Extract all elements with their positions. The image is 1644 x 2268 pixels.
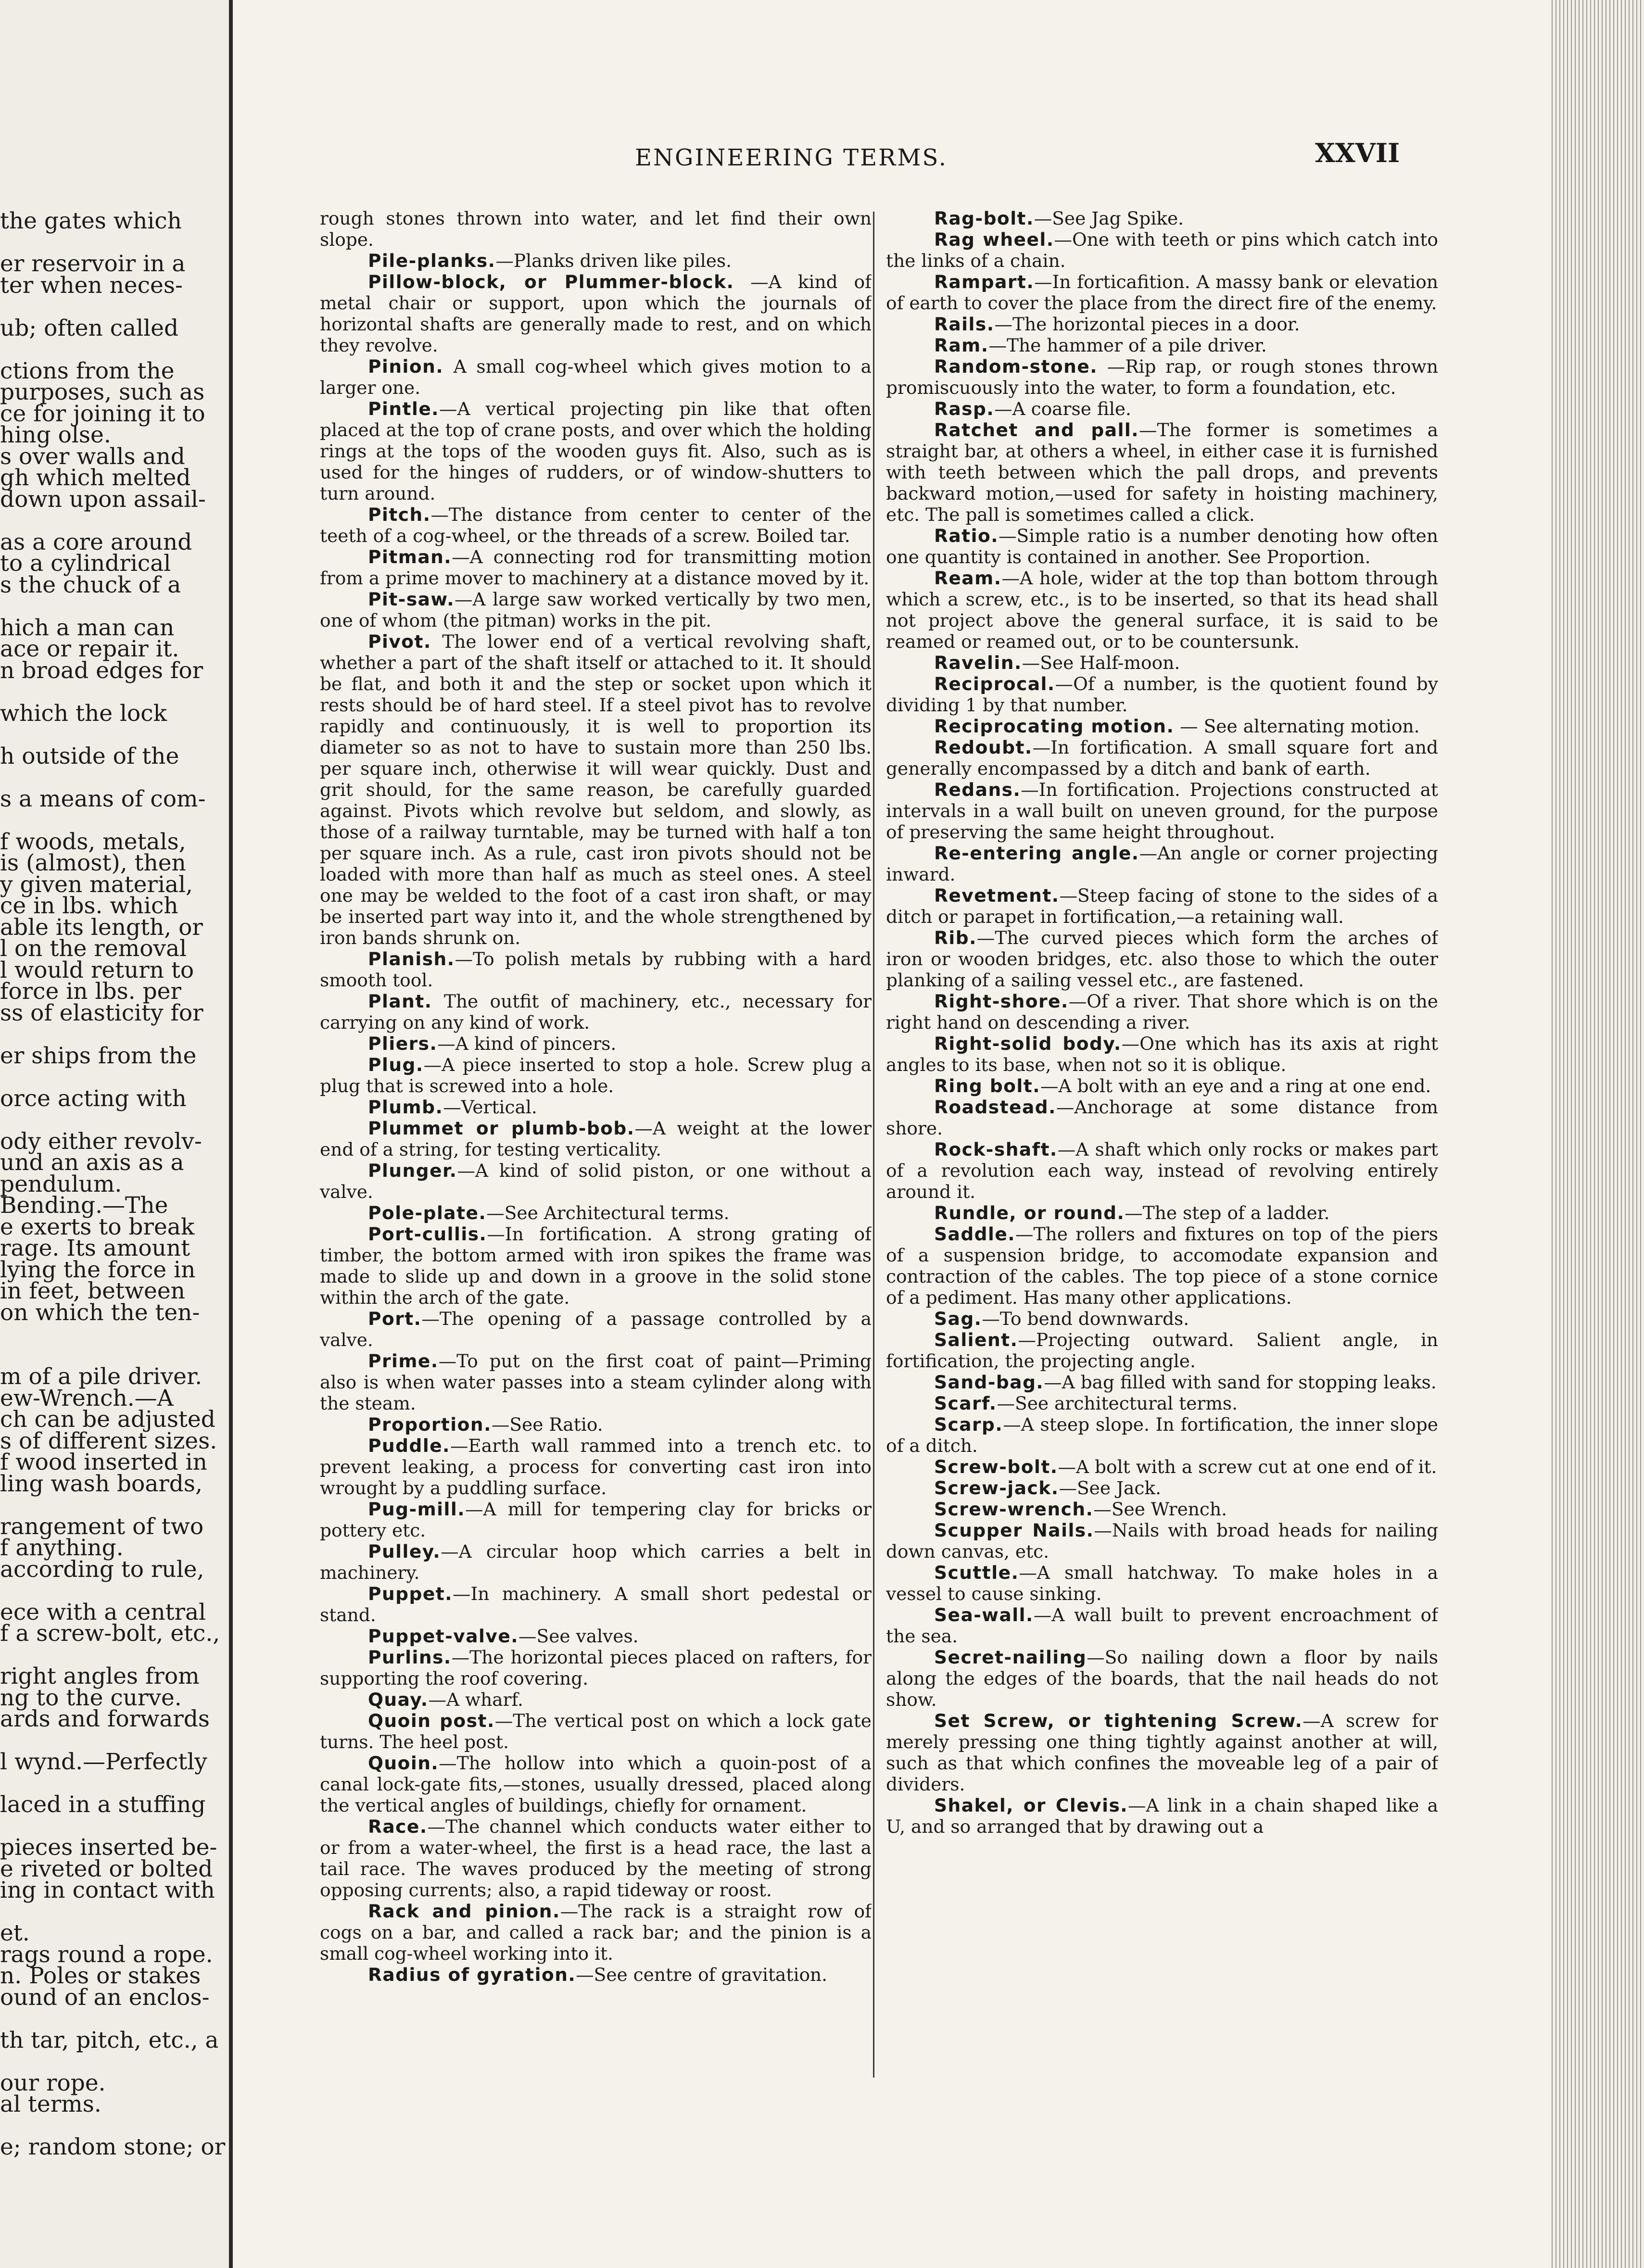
- entry-definition: —Vertical.: [443, 1096, 537, 1118]
- glossary-entry: [320, 1625, 872, 1647]
- entry-definition: — See alternating motion.: [1174, 716, 1420, 737]
- left-page-line: th tar, pitch, etc., a: [0, 2027, 219, 2054]
- left-page-line: ace or repair it.: [0, 636, 179, 662]
- entry-headword: Pit-saw.: [368, 589, 455, 610]
- entry-headword: Reciprocal.: [934, 673, 1055, 694]
- entry-definition: —See Jag Spike.: [1034, 208, 1184, 229]
- glossary-entry: [320, 1964, 872, 1985]
- entry-headword: Pivot.: [368, 631, 431, 652]
- glossary-entry: [886, 991, 1438, 1033]
- glossary-entry: [886, 314, 1438, 335]
- entry-headword: Proportion.: [368, 1414, 492, 1435]
- glossary-entry: [320, 1710, 872, 1752]
- left-page-line: according to rule,: [0, 1556, 204, 1583]
- left-page-line: f a screw-bolt, etc.,: [0, 1620, 220, 1647]
- entry-definition: —The vertical post on which a lock gate turns. The heel post.: [320, 1710, 872, 1752]
- entry-definition: —Projecting outward. Salient angle, in fortification, the projecting angle.: [886, 1329, 1438, 1372]
- glossary-entry: [320, 1752, 872, 1816]
- left-page-line: l on the removal: [0, 935, 187, 962]
- left-page-line: force in lbs. per: [0, 978, 181, 1005]
- left-page-line: hing olse.: [0, 422, 111, 448]
- entry-definition: —See Jack.: [1059, 1477, 1161, 1499]
- left-page-line: as a core around: [0, 529, 192, 555]
- entry-definition: —The former is sometimes a straight bar, at others a wheel, in either case it is furnished with teeth between which the pall drops, and prevents backward motion,—used for safety in hoisting machinery, etc. The pall is sometimes called a click.: [886, 419, 1438, 525]
- entry-headword: Rasp.: [934, 398, 995, 419]
- entry-definition: —The channel which conducts water either to or from a water-wheel, the first is a head race, the last a tail race. The waves produced by the meeting of strong opposing currents; also, a rapid tideway or roost.: [320, 1816, 872, 1901]
- glossary-entry: [320, 1647, 872, 1689]
- entry-headword: Sag.: [934, 1308, 982, 1329]
- left-page-line: lying the force in: [0, 1256, 196, 1283]
- entry-definition: —Of a number, is the quotient found by dividing 1 by that number.: [886, 673, 1438, 716]
- entry-headword: Ring bolt.: [934, 1075, 1040, 1096]
- entry-headword: Rundle, or round.: [934, 1202, 1125, 1223]
- glossary-entry: [320, 1096, 872, 1118]
- left-page-line: rags round a rope.: [0, 1941, 213, 1968]
- entry-headword: Scupper Nails.: [934, 1520, 1094, 1541]
- left-page-line: ter when neces-: [0, 272, 183, 299]
- left-page-line: the gates which: [0, 208, 182, 234]
- left-page: [0, 0, 229, 2268]
- entry-definition: —A kind of metal chair or support, upon which the journals of horizontal shafts are generally made to rest, and on which they revolve.: [320, 271, 872, 356]
- page-gutter: [229, 0, 233, 2268]
- entry-definition: —In fortification. A small square fort and generally encompassed by a ditch and bank of earth.: [886, 737, 1438, 779]
- entry-definition: A small cog-wheel which gives motion to a larger one.: [320, 356, 872, 398]
- entry-headword: Rag-bolt.: [934, 208, 1034, 229]
- left-page-line: f anything.: [0, 1535, 124, 1561]
- glossary-entry: [886, 271, 1438, 314]
- left-page-line: ece with a central: [0, 1599, 206, 1625]
- left-page-line: ub; often called: [0, 315, 179, 341]
- glossary-entry: [320, 1435, 872, 1499]
- left-page-line: Bending.—The: [0, 1192, 168, 1219]
- entry-definition: —The hollow into which a quoin-post of a canal lock-gate fits,—stones, usually dressed, placed along the vertical angles of buildings, chiefly for ornament.: [320, 1752, 872, 1816]
- left-page-line: orce acting with: [0, 1085, 187, 1112]
- entry-headword: Revetment.: [934, 885, 1060, 906]
- entry-definition: —See Half-moon.: [1022, 652, 1180, 673]
- left-page-line: s the chuck of a: [0, 571, 181, 598]
- left-page-line: down upon assail-: [0, 486, 206, 513]
- glossary-entry: [320, 1541, 872, 1583]
- entry-definition: —So nailing down a floor by nails along the edges of the boards, that the nail heads do not show.: [886, 1647, 1438, 1710]
- entry-headword: Ream.: [934, 567, 1002, 589]
- entry-definition: —Planks driven like piles.: [495, 250, 732, 271]
- entry-definition: —A hole, wider at the top than bottom through which a screw, etc., is to be inserted, so that its head shall not project above the general surface, it is said to be reamed or reamed out, or to be countersunk.: [886, 567, 1438, 652]
- entry-definition: —A vertical projecting pin like that often placed at the top of crane posts, and over which the holding rings at the tops of the wooden guys fit. Also, such as is used for the hinges of rudders, or of window-shutters to turn around.: [320, 398, 872, 504]
- glossary-entry: [886, 1393, 1438, 1414]
- entry-headword: Pitch.: [368, 504, 431, 525]
- glossary-entry: [320, 1901, 872, 1964]
- entry-headword: Puppet-valve.: [368, 1625, 519, 1647]
- left-page-line: e; random stone; or: [0, 2134, 226, 2160]
- left-page-line: which the lock: [0, 700, 167, 727]
- entry-headword: Sea-wall.: [934, 1604, 1034, 1625]
- entry-headword: Rock-shaft.: [934, 1139, 1058, 1160]
- left-page-line: e exerts to break: [0, 1213, 195, 1240]
- glossary-entry: [886, 716, 1438, 737]
- left-page-line: s over walls and: [0, 443, 185, 470]
- entry-definition: —See Architectural terms.: [486, 1202, 730, 1223]
- glossary-entry: [886, 1647, 1438, 1710]
- entry-definition: —See Ratio.: [491, 1414, 603, 1435]
- left-page-line: pieces inserted be-: [0, 1834, 217, 1861]
- glossary-entry: [320, 589, 872, 631]
- page-edge: [1549, 0, 1644, 2268]
- entry-definition: —Simple ratio is a number denoting how often one quantity is contained in another. See Proportion.: [886, 525, 1438, 567]
- glossary-entry: [886, 525, 1438, 567]
- entry-headword: Saddle.: [934, 1223, 1016, 1245]
- left-page-line: ss of elasticity for: [0, 999, 203, 1026]
- glossary-entry: [320, 991, 872, 1033]
- entry-headword: Quay.: [368, 1689, 429, 1710]
- entry-headword: Port.: [368, 1308, 422, 1329]
- entry-definition: —To put on the first coat of paint—Priming also is when water passes into a steam cylinder along with the steam.: [320, 1350, 872, 1414]
- entry-definition: —Of a river. That shore which is on the right hand on descending a river.: [886, 991, 1438, 1033]
- left-page-line: f wood inserted in: [0, 1449, 207, 1475]
- entry-definition: —See Wrench.: [1093, 1499, 1227, 1520]
- entry-definition: —A bolt with a screw cut at one end of it.: [1058, 1456, 1437, 1477]
- entry-headword: Pile-planks.: [368, 250, 496, 271]
- left-page-line: s of different sizes.: [0, 1427, 217, 1454]
- entry-headword: Pulley.: [368, 1541, 441, 1562]
- entry-definition: —In forticafition. A massy bank or elevation of earth to cover the place from the direct fire of the enemy.: [886, 271, 1438, 314]
- left-page-line: l wynd.—Perfectly: [0, 1749, 207, 1775]
- entry-headword: Plummet or plumb-bob.: [368, 1118, 635, 1139]
- entry-headword: Ratchet and pall.: [934, 419, 1139, 441]
- left-page-line: pendulum.: [0, 1171, 122, 1197]
- column-right: [886, 208, 1438, 2074]
- glossary-entry: [886, 419, 1438, 525]
- entry-headword: Radius of gyration.: [368, 1964, 576, 1985]
- left-page-line: ce for joining it to: [0, 400, 205, 427]
- entry-headword: Pitman.: [368, 546, 452, 567]
- entry-definition: rough stones thrown into water, and let find their own slope.: [320, 208, 872, 250]
- glossary-entry: [886, 229, 1438, 271]
- entry-definition: —A large saw worked vertically by two men, one of whom (the pitman) works in the pit.: [320, 589, 872, 631]
- glossary-entry: [886, 1477, 1438, 1499]
- entry-headword: Pliers.: [368, 1033, 438, 1054]
- entry-definition: —The distance from center to center of the teeth of a cog-wheel, or the threads of a screw. Boiled tar.: [320, 504, 872, 546]
- left-page-line: gh which melted: [0, 465, 191, 491]
- entry-definition: —A bag filled with sand for stopping leaks.: [1044, 1372, 1437, 1393]
- left-page-line: ound of an enclos-: [0, 1984, 210, 2011]
- entry-definition: —Anchorage at some distance from shore.: [886, 1096, 1438, 1139]
- left-page-line: e riveted or bolted: [0, 1855, 213, 1882]
- entry-headword: Redoubt.: [934, 737, 1033, 758]
- left-page-line: to a cylindrical: [0, 550, 171, 577]
- entry-definition: —Nails with broad heads for nailing down canvas, etc.: [886, 1520, 1438, 1562]
- page-number: XXVII: [1315, 138, 1400, 168]
- glossary-entry: [320, 271, 872, 356]
- glossary-entry: [320, 356, 872, 398]
- entry-headword: Right-solid body.: [934, 1033, 1122, 1054]
- left-page-line: y given material,: [0, 871, 193, 898]
- left-page-line: ling wash boards,: [0, 1470, 202, 1497]
- glossary-entry: [886, 779, 1438, 843]
- left-page-line: m of a pile driver.: [0, 1363, 202, 1390]
- entry-headword: Shakel, or Clevis.: [934, 1795, 1128, 1816]
- entry-definition: —The rollers and fixtures on top of the piers of a suspension bridge, to accomodate expansion and contraction of the cables. The top piece of a stone cornice of a pediment. Has many other applications.: [886, 1223, 1438, 1308]
- glossary-entry: [320, 208, 872, 250]
- entry-headword: Rib.: [934, 927, 977, 948]
- left-page-line: on which the ten-: [0, 1299, 200, 1326]
- glossary-entry: [886, 1329, 1438, 1372]
- glossary-entry: [886, 1414, 1438, 1456]
- entry-definition: —A link in a chain shaped like a U, and so arranged that by drawing out a: [886, 1795, 1438, 1837]
- entry-definition: The lower end of a vertical revolving shaft, whether a part of the shaft itself or attached to it. It should be flat, and both it and the step or socket upon which it rests should be of hard steel. If a steel pivot has to revolve rapidly and continuously, it is well to proportion its diameter so as not to have to sustain more than 250 lbs. per square inch, otherwise it will wear quickly. Dust and grit should, for the same reason, be carefully guarded against. Pivots which revolve but seldom, and slowly, as those of a railway turntable, may be turned with half a ton per square inch. As a rule, cast iron pivots should not be loaded with more than half as much as steel ones. A steel one may be welded to the foot of a cast iron shaft, or may be inserted part way into it, and the whole strengthened by iron bands shrunk on.: [320, 631, 872, 948]
- entry-definition: —A kind of solid piston, or one without a valve.: [320, 1160, 872, 1202]
- entry-definition: —See architectural terms.: [997, 1393, 1238, 1414]
- entry-definition: —A connecting rod for transmitting motion from a prime mover to machinery at a distance moved by it.: [320, 546, 872, 589]
- left-page-line: ing in contact with: [0, 1877, 215, 1903]
- entry-definition: —The curved pieces which form the arches of iron or wooden bridges, etc. also those to which the outer planking of a sailing vessel etc., are fastened.: [886, 927, 1438, 991]
- entry-headword: Puddle.: [368, 1435, 450, 1456]
- entry-definition: —Earth wall rammed into a trench etc. to prevent leaking, a process for converting cast iron into wrought by a puddling surface.: [320, 1435, 872, 1499]
- left-page-line: er reservoir in a: [0, 251, 186, 277]
- entry-headword: Plunger.: [368, 1160, 457, 1181]
- entry-headword: Screw-wrench.: [934, 1499, 1094, 1520]
- left-page-line: purposes, such as: [0, 379, 205, 405]
- left-page-line: rangement of two: [0, 1513, 204, 1540]
- left-page-line: rage. Its amount: [0, 1235, 190, 1261]
- entry-definition: —A kind of pincers.: [437, 1033, 617, 1054]
- entry-definition: —A steep slope. In fortification, the inner slope of a ditch.: [886, 1414, 1438, 1456]
- entry-headword: Pinion.: [368, 356, 444, 377]
- entry-headword: Rack and pinion.: [368, 1901, 560, 1922]
- entry-headword: Random-stone.: [934, 356, 1098, 377]
- column-divider: [873, 212, 874, 2078]
- glossary-entry: [886, 737, 1438, 779]
- glossary-entry: [320, 1202, 872, 1223]
- glossary-entry: [886, 1604, 1438, 1647]
- glossary-entry: [886, 356, 1438, 398]
- entry-definition: —In machinery. A small short pedestal or stand.: [320, 1583, 872, 1625]
- glossary-entry: [886, 1795, 1438, 1837]
- entry-definition: —In fortification. A strong grating of timber, the bottom armed with iron spikes the frame was made to slide up and down in a groove in the solid stone within the arch of the gate.: [320, 1223, 872, 1308]
- entry-headword: Plumb.: [368, 1096, 443, 1118]
- glossary-entry: [320, 1308, 872, 1350]
- entry-headword: Reciprocating motion.: [934, 716, 1175, 737]
- glossary-entry: [320, 1350, 872, 1414]
- left-page-line: ew-Wrench.—A: [0, 1385, 174, 1411]
- left-page-line: ch can be adjusted: [0, 1406, 215, 1433]
- glossary-entry: [886, 208, 1438, 229]
- left-page-line: our rope.: [0, 2069, 106, 2096]
- entry-headword: Roadstead.: [934, 1096, 1056, 1118]
- left-page-line: ce in lbs. which: [0, 893, 178, 919]
- entry-headword: Ram.: [934, 335, 989, 356]
- entry-definition: —Rip rap, or rough stones thrown promiscuously into the water, to form a foundation, etc.: [886, 356, 1438, 398]
- entry-headword: Puppet.: [368, 1583, 453, 1604]
- glossary-entry: [320, 1414, 872, 1435]
- entry-headword: Scarf.: [934, 1393, 997, 1414]
- left-page-line: f woods, metals,: [0, 828, 186, 855]
- entry-definition: —See centre of gravitation.: [576, 1964, 828, 1985]
- entry-definition: —A small hatchway. To make holes in a vessel to cause sinking.: [886, 1562, 1438, 1604]
- entry-headword: Prime.: [368, 1350, 439, 1372]
- glossary-entry: [886, 1499, 1438, 1520]
- glossary-entry: [886, 1372, 1438, 1393]
- entry-headword: Re-entering angle.: [934, 843, 1139, 864]
- entry-definition: —To bend downwards.: [982, 1308, 1189, 1329]
- left-page-line: und an axis as a: [0, 1149, 184, 1176]
- glossary-entry: [886, 1456, 1438, 1477]
- entry-definition: —The hammer of a pile driver.: [988, 335, 1267, 356]
- entry-headword: Rails.: [934, 314, 995, 335]
- glossary-entry: [320, 1054, 872, 1096]
- glossary-entry: [320, 1816, 872, 1901]
- left-page-line: laced in a stuffing: [0, 1791, 206, 1818]
- left-page-line: ody either revolv-: [0, 1128, 202, 1155]
- entry-headword: Set Screw, or tightening Screw.: [934, 1710, 1303, 1731]
- glossary-entry: [320, 250, 872, 271]
- entry-headword: Right-shore.: [934, 991, 1069, 1012]
- glossary-entry: [320, 546, 872, 589]
- left-page-line: al terms.: [0, 2091, 101, 2117]
- glossary-entry: [886, 1139, 1438, 1202]
- entry-definition: —In fortification. Projections constructed at intervals in a wall built on uneven ground, for the purpose of preserving the same height throughout.: [886, 779, 1438, 843]
- glossary-entry: [320, 1160, 872, 1202]
- glossary-entry: [320, 1223, 872, 1308]
- entry-headword: Race.: [368, 1816, 428, 1837]
- entry-headword: Screw-bolt.: [934, 1456, 1058, 1477]
- entry-headword: Purlins.: [368, 1647, 452, 1668]
- glossary-entry: [886, 1096, 1438, 1139]
- entry-definition: —A bolt with an eye and a ring at one end.: [1040, 1075, 1431, 1096]
- entry-headword: Scarp.: [934, 1414, 1003, 1435]
- entry-headword: Sand-bag.: [934, 1372, 1044, 1393]
- entry-definition: The outfit of machinery, etc., necessary for carrying on any kind of work.: [320, 991, 872, 1033]
- entry-definition: —The horizontal pieces in a door.: [994, 314, 1300, 335]
- left-page-line: is (almost), then: [0, 850, 186, 876]
- entry-definition: —The opening of a passage controlled by a valve.: [320, 1308, 872, 1350]
- glossary-entry: [320, 631, 872, 948]
- glossary-entry: [886, 885, 1438, 927]
- entry-definition: —A wall built to prevent encroachment of the sea.: [886, 1604, 1438, 1647]
- entry-headword: Quoin.: [368, 1752, 439, 1774]
- entry-definition: —A shaft which only rocks or makes part of a revolution each way, instead of revolving entirely around it.: [886, 1139, 1438, 1202]
- glossary-entry: [320, 1583, 872, 1625]
- entry-headword: Scuttle.: [934, 1562, 1019, 1583]
- entry-headword: Pintle.: [368, 398, 439, 419]
- left-page-line: s a means of com-: [0, 785, 206, 812]
- entry-definition: —An angle or corner projecting inward.: [886, 843, 1438, 885]
- glossary-entry: [320, 1689, 872, 1710]
- entry-definition: —A wharf.: [428, 1689, 523, 1710]
- glossary-entry: [320, 1118, 872, 1160]
- entry-headword: Salient.: [934, 1329, 1018, 1350]
- entry-definition: —See valves.: [518, 1625, 639, 1647]
- entry-definition: —A piece inserted to stop a hole. Screw plug a plug that is screwed into a hole.: [320, 1054, 872, 1096]
- glossary-entry: [320, 948, 872, 991]
- entry-headword: Plant.: [368, 991, 432, 1012]
- glossary-entry: [886, 1562, 1438, 1604]
- entry-definition: —The step of a ladder.: [1125, 1202, 1330, 1223]
- entry-headword: Rampart.: [934, 271, 1035, 292]
- left-page-line: er ships from the: [0, 1042, 197, 1069]
- glossary-entry: [886, 567, 1438, 652]
- entry-headword: Plug.: [368, 1054, 424, 1075]
- entry-headword: Pug-mill.: [368, 1499, 465, 1520]
- glossary-entry: [886, 1075, 1438, 1096]
- glossary-entry: [886, 673, 1438, 716]
- entry-definition: —A mill for tempering clay for bricks or pottery etc.: [320, 1499, 872, 1541]
- left-page-line: able its length, or: [0, 914, 203, 941]
- entry-definition: —Steep facing of stone to the sides of a ditch or parapet in fortification,—a retaining wall.: [886, 885, 1438, 927]
- left-page-line: right angles from: [0, 1663, 200, 1689]
- left-page-line: h outside of the: [0, 743, 179, 769]
- entry-headword: Planish.: [368, 948, 455, 970]
- entry-headword: Redans.: [934, 779, 1021, 800]
- glossary-entry: [886, 843, 1438, 885]
- entry-definition: —A circular hoop which carries a belt in machinery.: [320, 1541, 872, 1583]
- glossary-entry: [886, 398, 1438, 419]
- entry-definition: —One which has its axis at right angles to its base, when not so it is oblique.: [886, 1033, 1438, 1075]
- glossary-entry: [320, 1033, 872, 1054]
- glossary-entry: [886, 1202, 1438, 1223]
- left-page-line: et.: [0, 1920, 30, 1946]
- glossary-entry: [886, 1308, 1438, 1329]
- left-page-line: ng to the curve.: [0, 1684, 182, 1711]
- entry-headword: Pole-plate.: [368, 1202, 487, 1223]
- glossary-entry: [320, 1499, 872, 1541]
- left-page-line: hich a man can: [0, 614, 175, 641]
- glossary-entry: [886, 1033, 1438, 1075]
- entry-headword: Ravelin.: [934, 652, 1022, 673]
- entry-headword: Screw-jack.: [934, 1477, 1059, 1499]
- glossary-entry: [320, 504, 872, 546]
- entry-headword: Quoin post.: [368, 1710, 495, 1731]
- page-title: ENGINEERING TERMS.: [635, 144, 948, 171]
- left-page-line: ctions from the: [0, 357, 175, 384]
- entry-definition: —The horizontal pieces placed on rafters, for supporting the roof covering.: [320, 1647, 872, 1689]
- glossary-entry: [886, 652, 1438, 673]
- entry-headword: Secret-nailing: [934, 1647, 1087, 1668]
- column-left: [320, 208, 872, 2074]
- glossary-entry: [886, 927, 1438, 991]
- entry-headword: Pillow-block, or Plummer-block.: [368, 271, 734, 292]
- left-page-line: n broad edges for: [0, 657, 203, 684]
- entry-headword: Ratio.: [934, 525, 999, 546]
- entry-definition: —The rack is a straight row of cogs on a bar, and called a rack bar; and the pinion is a small cog-wheel working into it.: [320, 1901, 872, 1964]
- entry-headword: Port-cullis.: [368, 1223, 487, 1245]
- left-page-line: in feet, between: [0, 1278, 185, 1304]
- left-page-line: l would return to: [0, 957, 194, 983]
- entry-headword: Rag wheel.: [934, 229, 1054, 250]
- glossary-entry: [886, 335, 1438, 356]
- glossary-entry: [886, 1710, 1438, 1795]
- glossary-entry: [886, 1223, 1438, 1308]
- left-page-line: n. Poles or stakes: [0, 1963, 201, 1989]
- entry-definition: —A weight at the lower end of a string, for testing verticality.: [320, 1118, 872, 1160]
- entry-definition: —To polish metals by rubbing with a hard smooth tool.: [320, 948, 872, 991]
- entry-definition: —A screw for merely pressing one thing tightly against another at will, such as that which confines the moveable leg of a pair of dividers.: [886, 1710, 1438, 1795]
- glossary-entry: [886, 1520, 1438, 1562]
- glossary-entry: [320, 398, 872, 504]
- entry-definition: —A coarse file.: [994, 398, 1131, 419]
- entry-definition: —One with teeth or pins which catch into the links of a chain.: [886, 229, 1438, 271]
- left-page-line: ards and forwards: [0, 1706, 210, 1732]
